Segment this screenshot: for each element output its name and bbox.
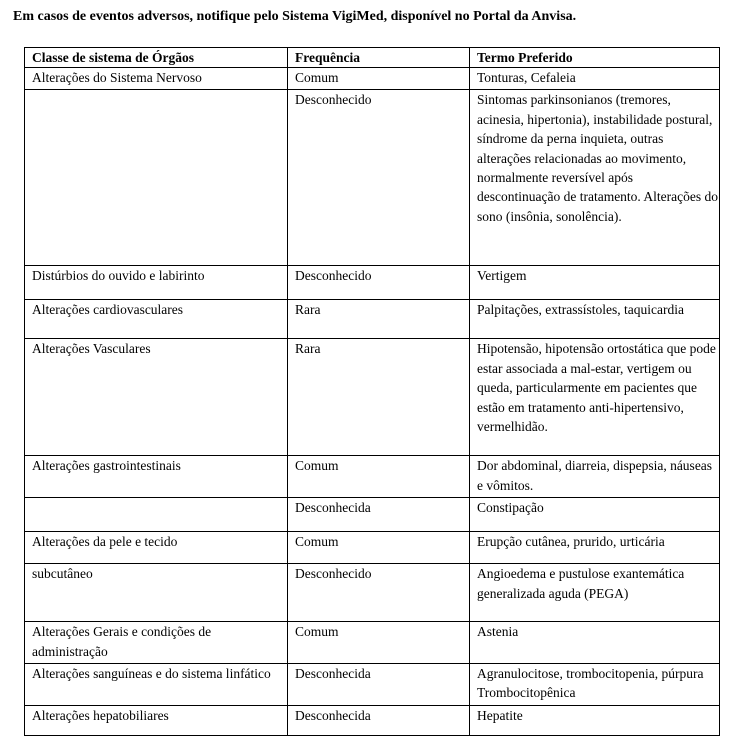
cell-classe: subcutâneo (25, 564, 288, 622)
cell-termo: Vertigem (470, 266, 720, 300)
cell-frequencia: Comum (288, 456, 470, 498)
cell-frequencia: Desconhecida (288, 498, 470, 532)
cell-termo: Palpitações, extrassístoles, taquicardia (470, 300, 720, 339)
cell-frequencia: Desconhecido (288, 564, 470, 622)
cell-frequencia: Rara (288, 339, 470, 456)
table-row (25, 498, 720, 532)
table-row (25, 90, 720, 266)
cell-classe: Alterações cardiovasculares (25, 300, 288, 339)
cell-classe: Alterações do Sistema Nervoso (25, 68, 288, 90)
cell-classe (25, 90, 288, 266)
cell-termo: Erupção cutânea, prurido, urticária (470, 532, 720, 564)
cell-classe: Distúrbios do ouvido e labirinto (25, 266, 288, 300)
cell-frequencia: Comum (288, 622, 470, 664)
table-row (25, 266, 720, 300)
cell-classe: Alterações Gerais e condições de administração (25, 622, 288, 664)
header-frequencia: Frequência (288, 48, 470, 68)
table-row (25, 532, 720, 564)
cell-termo: Constipação (470, 498, 720, 532)
cell-frequencia: Desconhecida (288, 664, 470, 706)
table-row (25, 68, 720, 90)
cell-classe: Alterações gastrointestinais (25, 456, 288, 498)
cell-classe: Alterações Vasculares (25, 339, 288, 456)
cell-termo: Hepatite (470, 705, 720, 735)
header-termo: Termo Preferido (470, 48, 720, 68)
cell-frequencia: Desconhecido (288, 90, 470, 266)
cell-frequencia: Desconhecido (288, 266, 470, 300)
cell-classe (25, 498, 288, 532)
table-row (25, 339, 720, 456)
table-row (25, 300, 720, 339)
cell-termo: Dor abdominal, diarreia, dispepsia, náuseas e vômitos. (470, 456, 720, 498)
table-row (25, 705, 720, 735)
cell-frequencia: Comum (288, 68, 470, 90)
cell-termo: Hipotensão, hipotensão ortostática que pode estar associada a mal-estar, vertigem ou queda, particularmente em pacientes que estão em tratamento anti-hipertensivo, vermelhidão. (470, 339, 720, 456)
vigimed-notice: Em casos de eventos adversos, notifique pelo Sistema VigiMed, disponível no Portal da Anvisa. (13, 9, 577, 24)
cell-classe: Alterações da pele e tecido (25, 532, 288, 564)
cell-termo: Astenia (470, 622, 720, 664)
table-row (25, 564, 720, 622)
table-row (25, 622, 720, 664)
table-header-row (25, 48, 720, 68)
table-row (25, 664, 720, 706)
cell-termo: Tonturas, Cefaleia (470, 68, 720, 90)
cell-termo: Agranulocitose, trombocitopenia, púrpura Trombocitopênica (470, 664, 720, 706)
cell-frequencia: Rara (288, 300, 470, 339)
adverse-events-table (24, 47, 720, 736)
cell-termo: Sintomas parkinsonianos (tremores, acinesia, hipertonia), instabilidade postural, síndrome da perna inquieta, outras alterações relacionadas ao movimento, normalmente reversível após descontinuação de tratamento. Alterações do sono (insônia, sonolência). (470, 90, 720, 266)
table-row (25, 456, 720, 498)
cell-classe: Alterações hepatobiliares (25, 705, 288, 735)
cell-termo: Angioedema e pustulose exantemática generalizada aguda (PEGA) (470, 564, 720, 622)
header-classe: Classe de sistema de Órgãos (25, 48, 288, 68)
cell-frequencia: Comum (288, 532, 470, 564)
cell-classe: Alterações sanguíneas e do sistema linfático (25, 664, 288, 706)
cell-frequencia: Desconhecida (288, 705, 470, 735)
